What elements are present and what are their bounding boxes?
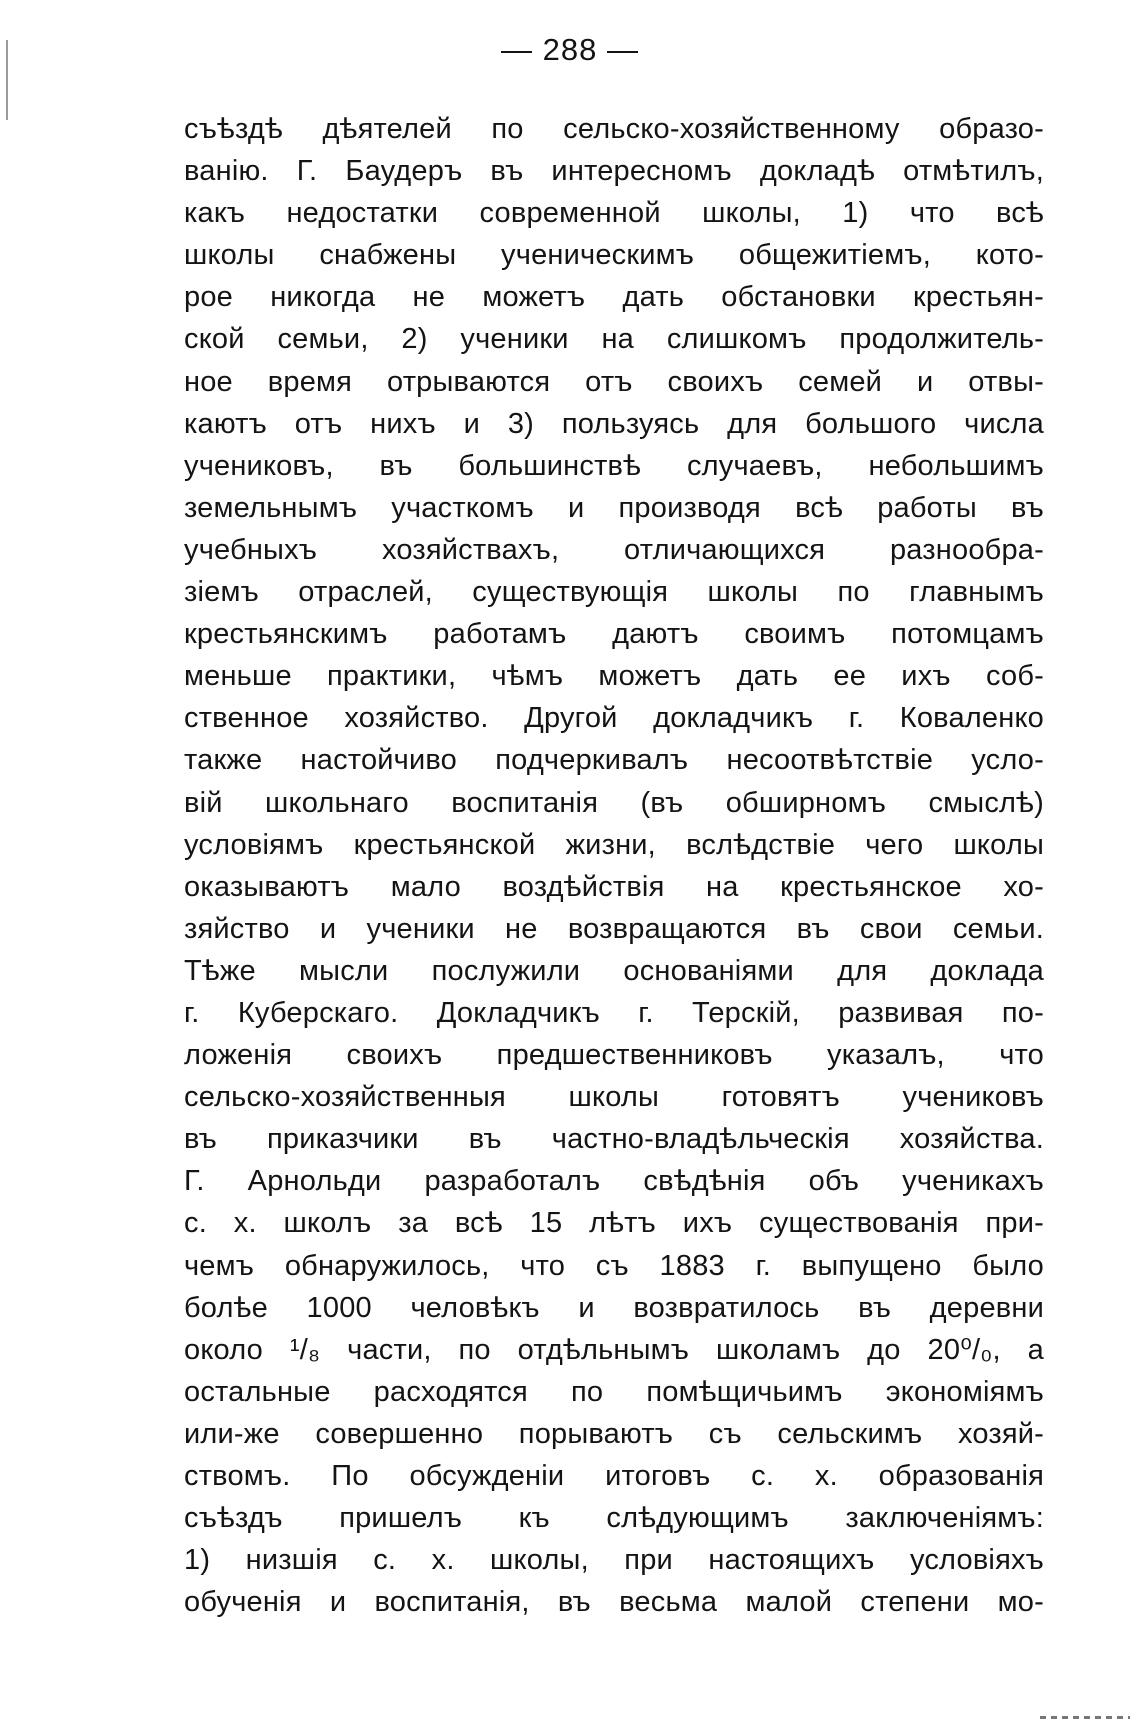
text-line: ственное хозяйство. Другой докладчикъ г. Коваленко xyxy=(184,702,1044,735)
text-line: зяйство и ученики не возвращаются въ свои семьи. xyxy=(184,912,1044,945)
text-line: остальные расходятся по помѣщичьимъ экономіямъ xyxy=(184,1375,1044,1408)
text-line: ное время отрываются отъ своихъ семей и отвы- xyxy=(184,365,1044,398)
text-line: обученія и воспитанія, въ весьма малой степени мо- xyxy=(184,1586,1044,1619)
text-line: меньше практики, чѣмъ можетъ дать ее ихъ соб- xyxy=(184,660,1044,693)
text-line: каютъ отъ нихъ и 3) пользуясь для большого числа xyxy=(184,407,1044,440)
text-line: съѣздъ пришелъ къ слѣдующимъ заключеніямъ: xyxy=(184,1502,1044,1535)
text-line: или-же совершенно порываютъ съ сельскимъ хозяй- xyxy=(184,1417,1044,1450)
text-line: болѣе 1000 человѣкъ и возвратилось въ деревни xyxy=(184,1291,1044,1324)
text-line: Г. Арнольди разработалъ свѣдѣнія объ ученикахъ xyxy=(184,1165,1044,1198)
text-line: условіямъ крестьянской жизни, вслѣдствіе чего школы xyxy=(184,828,1044,861)
text-line: ствомъ. По обсужденіи итоговъ с. х. образованія xyxy=(184,1460,1044,1492)
text-line: зіемъ отраслей, существующія школы по главнымъ xyxy=(184,576,1044,609)
text-line: сельско-хозяйственныя школы готовятъ учениковъ xyxy=(184,1081,1044,1114)
text-line: учебныхъ хозяйствахъ, отличающихся разнообра- xyxy=(184,533,1044,566)
text-line: г. Куберскаго. Докладчикъ г. Терскій, развивая по- xyxy=(184,996,1044,1029)
text-line: какъ недостатки современной школы, 1) что всѣ xyxy=(184,197,1044,230)
text-line: также настойчиво подчеркивалъ несоотвѣтствіе усло- xyxy=(184,744,1044,777)
text-line: ложенія своихъ предшественниковъ указалъ, что xyxy=(184,1039,1044,1072)
text-line: школы снабжены ученическимъ общежитіемъ, кото- xyxy=(184,239,1044,272)
text-line: вій школьнаго воспитанія (въ обширномъ смыслѣ) xyxy=(184,786,1044,819)
text-line: оказываютъ мало воздѣйствія на крестьянское хо- xyxy=(184,870,1044,903)
text-line: рое никогда не можетъ дать обстановки крестьян- xyxy=(184,281,1044,314)
text-line: ванію. Г. Баудеръ въ интересномъ докладѣ отмѣтилъ, xyxy=(184,155,1044,188)
text-line: около ¹/₈ части, по отдѣльнымъ школамъ до 20⁰/₀, а xyxy=(184,1333,1044,1366)
body-text xyxy=(184,108,1044,1623)
text-line: съѣздѣ дѣятелей по сельско-хозяйственному образо- xyxy=(184,113,1044,145)
page-number: — 288 — xyxy=(501,32,639,67)
text-line: Тѣже мысли послужили основаніями для доклада xyxy=(184,954,1044,987)
text-line: учениковъ, въ большинствѣ случаевъ, небольшимъ xyxy=(184,449,1044,482)
text-line: с. х. школъ за всѣ 15 лѣтъ ихъ существованія при- xyxy=(184,1207,1044,1240)
text-line: земельнымъ участкомъ и производя всѣ работы въ xyxy=(184,491,1044,524)
text-line: ской семьи, 2) ученики на слишкомъ продолжитель- xyxy=(184,323,1044,356)
bottom-edge-specks xyxy=(1040,1716,1130,1719)
text-line: 1) низшія с. х. школы, при настоящихъ условіяхъ xyxy=(184,1544,1044,1577)
text-line: крестьянскимъ работамъ даютъ своимъ потомцамъ xyxy=(184,618,1044,651)
text-line: чемъ обнаружилось, что съ 1883 г. выпущено было xyxy=(184,1249,1044,1282)
text-line: въ приказчики въ частно-владѣльческія хозяйства. xyxy=(184,1123,1044,1156)
